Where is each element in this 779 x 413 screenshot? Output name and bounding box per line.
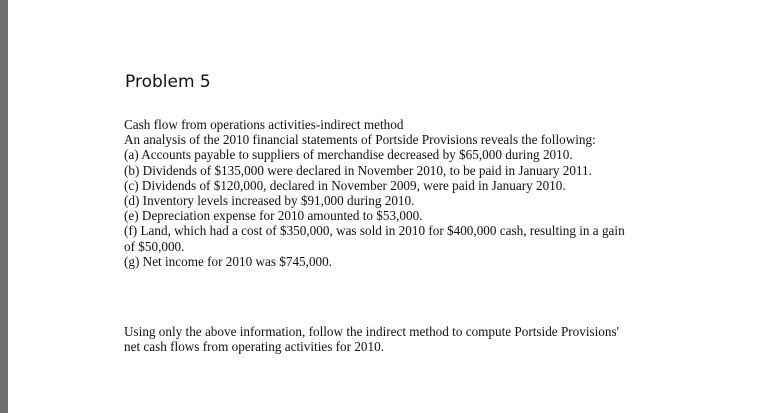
item-a: (a) Accounts payable to suppliers of merchandise decreased by $65,000 during 2010. bbox=[124, 147, 573, 163]
item-d: (d) Inventory levels increased by $91,000 during 2010. bbox=[124, 193, 415, 209]
item-f-line-2: of $50,000. bbox=[124, 238, 185, 254]
item-c: (c) Dividends of $120,000, declared in November 2009, were paid in January 2010. bbox=[124, 177, 566, 193]
problem-body bbox=[124, 117, 694, 269]
item-g: (g) Net income for 2010 was $745,000. bbox=[124, 253, 333, 269]
instruction-block bbox=[124, 324, 704, 354]
instruction-line-1: Using only the above information, follow the indirect method to compute Portside Provisions' bbox=[124, 324, 620, 339]
problem-title: Problem 5 bbox=[125, 72, 211, 92]
problem-heading: Cash flow from operations activities-indirect method bbox=[124, 117, 404, 132]
item-b: (b) Dividends of $135,000 were declared in November 2010, to be paid in January 2011. bbox=[124, 162, 592, 178]
problem-intro: An analysis of the 2010 financial statements of Portside Provisions reveals the following: bbox=[124, 132, 596, 148]
document-page bbox=[8, 0, 779, 413]
viewer-left-edge bbox=[0, 0, 8, 413]
item-e: (e) Depreciation expense for 2010 amounted to $53,000. bbox=[124, 208, 423, 224]
item-f-line-1: (f) Land, which had a cost of $350,000, was sold in 2010 for $400,000 cash, resulting in a gain bbox=[124, 223, 625, 239]
instruction-line-2: net cash flows from operating activities for 2010. bbox=[124, 339, 385, 355]
